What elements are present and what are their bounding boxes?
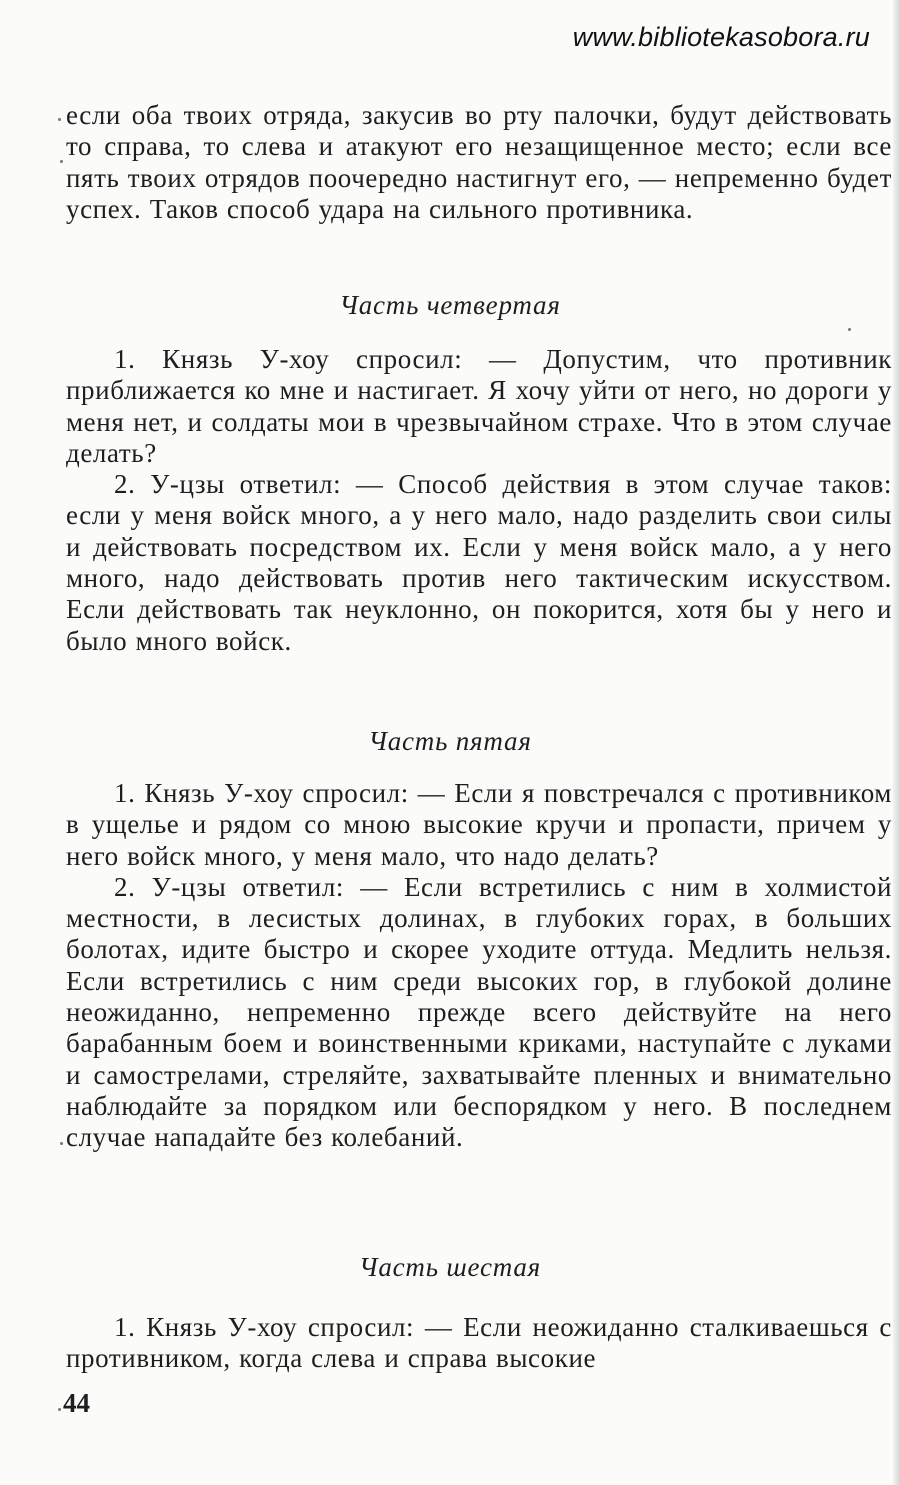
- section-heading-part-four: Часть четвертая: [339, 290, 561, 320]
- watermark-url: www.bibliotekasobora.ru: [572, 22, 870, 52]
- section-part-five-body: [66, 778, 892, 1154]
- intro-paragraph: если оба твоих отряда, закусив во рту палочки, будут действовать то справа, то слева и атакуют его незащищенное место; если все пять твоих отрядов поочередно настигнут его, — непременно будет успех. Таков способ удара на сильного противника.: [66, 100, 892, 224]
- scan-speck: [60, 160, 63, 163]
- scan-speck: [60, 1142, 63, 1145]
- section-heading-part-five: Часть пятая: [368, 726, 532, 756]
- scan-speck: [848, 328, 851, 331]
- scan-speck: [58, 118, 61, 121]
- section-part-four-body: [66, 344, 892, 657]
- paragraph: 2. У-цзы ответил: — Если встретились с ним в холмистой местности, в лесистых долинах, в глубоких горах, в больших болотах, идите быстро и скорее уходите оттуда. Медлить нельзя. Если встретились с ним среди высоких гор, в глубокой долине неожиданно, непременно прежде всего действуйте на него барабанным боем и воинственными криками, наступайте с луками и самострелами, стреляйте, захватывайте пленных и внимательно наблюдайте за порядком или беспорядком у него. В последнем случае нападайте без колебаний.: [66, 871, 892, 1153]
- paragraph: 1. Князь У-хоу спросил: — Если неожиданно сталкиваешься с противником, когда слева и справа высокие: [66, 1312, 892, 1374]
- section-part-six-body: [66, 1312, 892, 1375]
- section-heading-part-six: Часть шестая: [358, 1252, 542, 1282]
- paragraph: 1. Князь У-хоу спросил: — Если я повстречался с противником в ущелье и рядом со мною высокие кручи и пропасти, причем у него войск много, у меня мало, что надо делать?: [66, 778, 892, 871]
- paragraph: 2. У-цзы ответил: — Способ действия в этом случае таков: если у меня войск много, а у него мало, надо разделить свои силы и действовать посредством их. Если у меня войск мало, а у него много, надо действовать против него тактическим искусством. Если действовать так неуклонно, он покорится, хотя бы у него и было много войск.: [66, 469, 892, 656]
- paragraph: 1. Князь У-хоу спросил: — Допустим, что противник приближается ко мне и настигает. Я хочу уйти от него, но дороги у меня нет, и солдаты мои в чрезвычайном страхе. Что в этом случае делать?: [66, 344, 892, 468]
- page-number: 44: [63, 1388, 90, 1418]
- intro-block: [66, 100, 892, 225]
- scan-speck: [58, 1408, 61, 1411]
